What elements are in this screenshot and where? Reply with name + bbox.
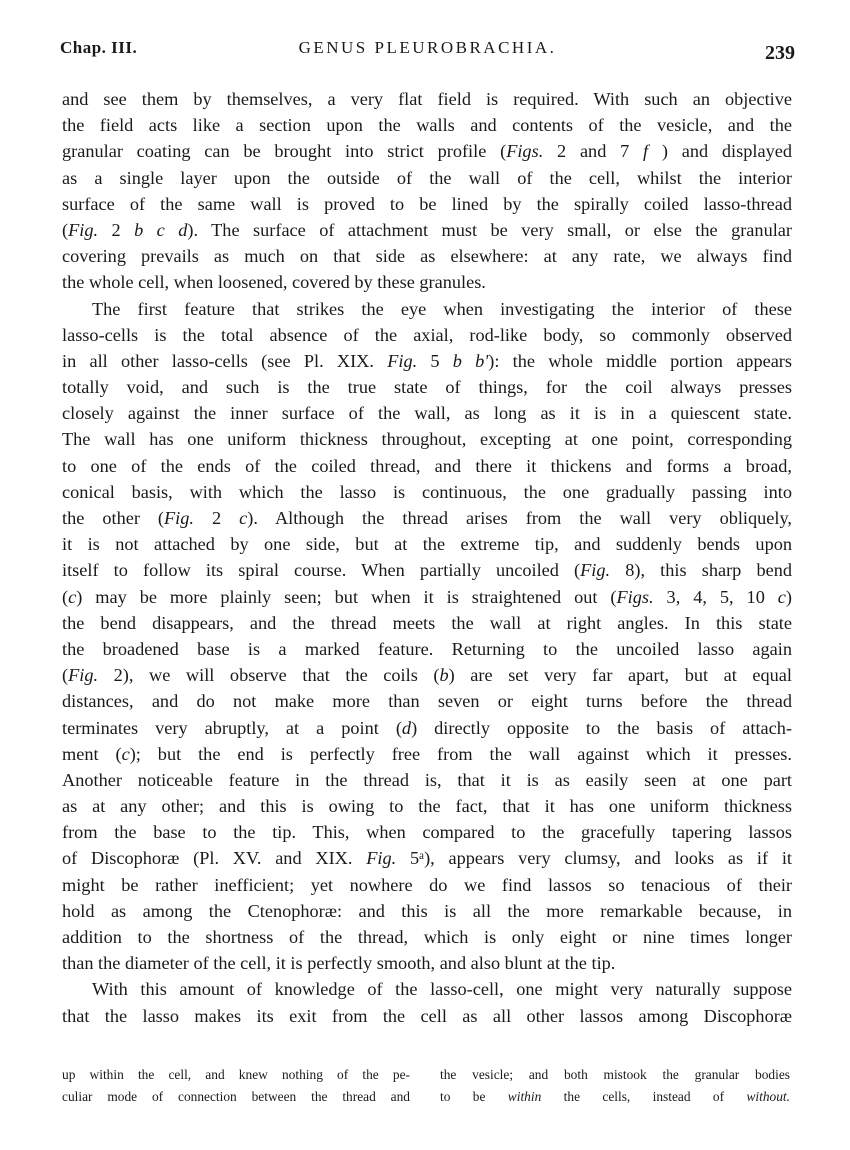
- text-segment: to one of the ends of the coiled thread, and there it thickens and forms a broad,: [62, 455, 792, 476]
- text-line: [62, 741, 792, 767]
- body-text: [62, 86, 792, 1029]
- text-line: [62, 165, 792, 191]
- text-line: [62, 1003, 792, 1029]
- text-segment: covering prevails as much on that side as elsewhere: at any rate, we always find: [62, 246, 792, 267]
- text-line: [62, 767, 792, 793]
- text-segment: ): the whole middle portion appears: [488, 350, 793, 371]
- text-segment: from the base to the tip. This, when compared to the gracefully tapering lassos: [62, 822, 792, 843]
- chapter-label: Chap. III.: [60, 38, 138, 57]
- text-segment: The wall has one uniform thickness throughout, excepting at one point, corresponding: [62, 429, 792, 450]
- italic-text: c: [777, 586, 786, 607]
- italic-text: Fig.: [164, 508, 194, 528]
- text-segment: that the lasso makes its exit from the cell as all other lassos among Discophoræ: [62, 1005, 792, 1026]
- text-line: [62, 662, 792, 688]
- text-line: [62, 845, 792, 871]
- text-line: [62, 112, 792, 138]
- text-segment: hold as among the Ctenophoræ: and this is all the more remarkable because, in: [62, 900, 792, 921]
- text-line: [62, 243, 792, 269]
- text-segment: ) may be more plainly seen; but when it is straightened out (: [76, 586, 617, 607]
- footnote-column-right: [440, 1064, 790, 1108]
- text-segment: 5: [417, 350, 453, 371]
- text-line: [62, 348, 792, 374]
- text-line: [62, 898, 792, 924]
- text-line: [62, 819, 792, 845]
- italic-text: Fig.: [68, 665, 99, 686]
- text-segment: terminates very abruptly, at a point (: [62, 717, 402, 738]
- text-segment: addition to the shortness of the thread, which is only eight or nine times longer: [62, 927, 792, 947]
- italic-text: c: [121, 743, 130, 764]
- text-segment: closely against the inner surface of the wall, as long as it is in a quiescent state.: [62, 403, 792, 424]
- text-segment: 5ᵃ), appears very clumsy, and looks as if it: [396, 848, 792, 869]
- italic-text: f: [643, 141, 649, 162]
- text-line: [62, 374, 792, 400]
- text-line: [62, 584, 792, 610]
- italic-text: d: [401, 717, 412, 738]
- text-segment: the whole cell, when loosened, covered by these granules.: [62, 272, 486, 293]
- text-segment: granular coating can be brought into strict profile (: [62, 141, 507, 162]
- text-segment: than the diameter of the cell, it is perfectly smooth, and also blunt at the tip.: [62, 953, 616, 974]
- running-header: [60, 38, 795, 68]
- footnote-line: [62, 1064, 410, 1086]
- text-segment: itself to follow its spiral course. When partially uncoiled (: [62, 560, 581, 581]
- text-segment: ). Although the thread arises from the wall very obliquely,: [247, 508, 793, 528]
- text-line: [62, 138, 792, 164]
- text-segment: ). The surface of attachment must be very small, or else the granular: [187, 219, 792, 240]
- text-segment: The first feature that strikes the eye when investigating the interior of these: [92, 298, 792, 319]
- italic-text: Figs.: [506, 141, 544, 162]
- text-segment: to be: [440, 1089, 508, 1104]
- text-segment: conical basis, with which the lasso is continuous, the one gradually passing into: [62, 481, 792, 502]
- text-line: [62, 976, 792, 1002]
- text-segment: With this amount of knowledge of the lasso-cell, one might very naturally suppose: [92, 979, 792, 1000]
- text-line: [62, 191, 792, 217]
- text-line: [62, 269, 792, 295]
- text-segment: (: [62, 665, 69, 686]
- text-segment: the bend disappears, and the thread meets the wall at right angles. In this state: [62, 612, 792, 633]
- text-line: [62, 688, 792, 714]
- text-segment: (: [62, 586, 69, 607]
- text-segment: in all other lasso-cells (see Pl. XIX.: [62, 350, 388, 371]
- italic-text: Fig.: [366, 848, 397, 869]
- text-segment: 3, 4, 5, 10: [653, 586, 778, 607]
- text-segment: might be rather inefficient; yet nowhere do we find lassos so tenacious of their: [62, 874, 792, 895]
- text-line: [62, 479, 792, 505]
- text-segment: of Discophoræ (Pl. XV. and XIX.: [62, 848, 367, 869]
- text-segment: 2: [98, 219, 135, 240]
- text-line: [62, 505, 792, 531]
- italic-text: within: [507, 1089, 542, 1104]
- text-segment: 8), this sharp bend: [610, 560, 792, 581]
- text-segment: surface of the same wall is proved to be lined by the spirally coiled lasso-thread: [62, 193, 792, 214]
- text-segment: the field acts like a section upon the walls and contents of the vesicle, and the: [62, 115, 792, 136]
- text-line: [62, 86, 792, 112]
- text-segment: distances, and do not make more than seven or eight turns before the thread: [62, 691, 792, 712]
- text-line: [62, 557, 792, 583]
- page-number: 239: [765, 42, 795, 64]
- text-segment: Another noticeable feature in the thread is, that it is as easily seen at one part: [62, 769, 792, 790]
- text-segment: up within the cell, and knew nothing of the pe-: [62, 1067, 410, 1082]
- text-line: [62, 531, 792, 557]
- footnote-line: [62, 1086, 410, 1108]
- italic-text: c: [239, 508, 248, 528]
- footnote-line: [440, 1064, 790, 1086]
- italic-text: b: [439, 665, 449, 686]
- text-segment: as at any other; and this is owing to the fact, that it has one uniform thickness: [62, 796, 792, 817]
- text-line: [62, 322, 792, 348]
- text-segment: as a single layer upon the outside of the wall of the cell, whilst the interior: [62, 167, 792, 188]
- italic-text: Figs.: [616, 586, 654, 607]
- text-line: [62, 453, 792, 479]
- italic-text: b b': [452, 350, 489, 371]
- text-line: [62, 715, 792, 741]
- text-line: [62, 950, 792, 976]
- text-segment: ) are set very far apart, but at equal: [448, 665, 792, 686]
- text-segment: the broadened base is a marked feature. Returning to the uncoiled lasso again: [62, 638, 792, 659]
- footnote-column-left: [62, 1064, 410, 1108]
- text-line: [62, 636, 792, 662]
- text-segment: 2), we will observe that the coils (: [98, 665, 440, 686]
- text-segment: culiar mode of connection between the thread and: [62, 1089, 410, 1104]
- text-segment: ): [785, 586, 793, 607]
- italic-text: Fig.: [68, 219, 99, 240]
- running-title: GENUS PLEUROBRACHIA.: [298, 38, 557, 57]
- text-segment: 2 and 7: [543, 141, 644, 162]
- text-line: [62, 924, 792, 950]
- italic-text: c: [68, 586, 77, 607]
- text-segment: ) directly opposite to the basis of attach-: [411, 717, 793, 738]
- text-segment: ) and displayed: [648, 141, 792, 162]
- text-segment: (: [62, 219, 69, 240]
- text-segment: the cells, instead of: [541, 1089, 747, 1104]
- text-segment: lasso-cells is the total absence of the axial, rod-like body, so commonly observed: [62, 324, 792, 345]
- text-line: [62, 610, 792, 636]
- italic-text: b c d: [134, 219, 188, 240]
- italic-text: Fig.: [580, 560, 611, 581]
- italic-text: Fig.: [387, 350, 418, 371]
- text-segment: and see them by themselves, a very flat field is required. With such an objective: [62, 89, 792, 109]
- text-segment: 2: [193, 508, 240, 528]
- text-line: [62, 426, 792, 452]
- text-segment: it is not attached by one side, but at the extreme tip, and suddenly bends upon: [62, 534, 792, 555]
- text-segment: ); but the end is perfectly free from the wall against which it presses.: [129, 743, 792, 764]
- text-line: [62, 793, 792, 819]
- text-segment: totally void, and such is the true state of things, for the coil always presses: [62, 377, 792, 398]
- text-segment: ment (: [62, 743, 122, 764]
- text-line: [62, 296, 792, 322]
- footnote-line: [440, 1086, 790, 1108]
- text-line: [62, 217, 792, 243]
- text-segment: the vesicle; and both mistook the granular bodies: [440, 1067, 790, 1082]
- text-line: [62, 872, 792, 898]
- text-segment: the other (: [62, 508, 165, 528]
- text-line: [62, 400, 792, 426]
- italic-text: without.: [746, 1089, 790, 1104]
